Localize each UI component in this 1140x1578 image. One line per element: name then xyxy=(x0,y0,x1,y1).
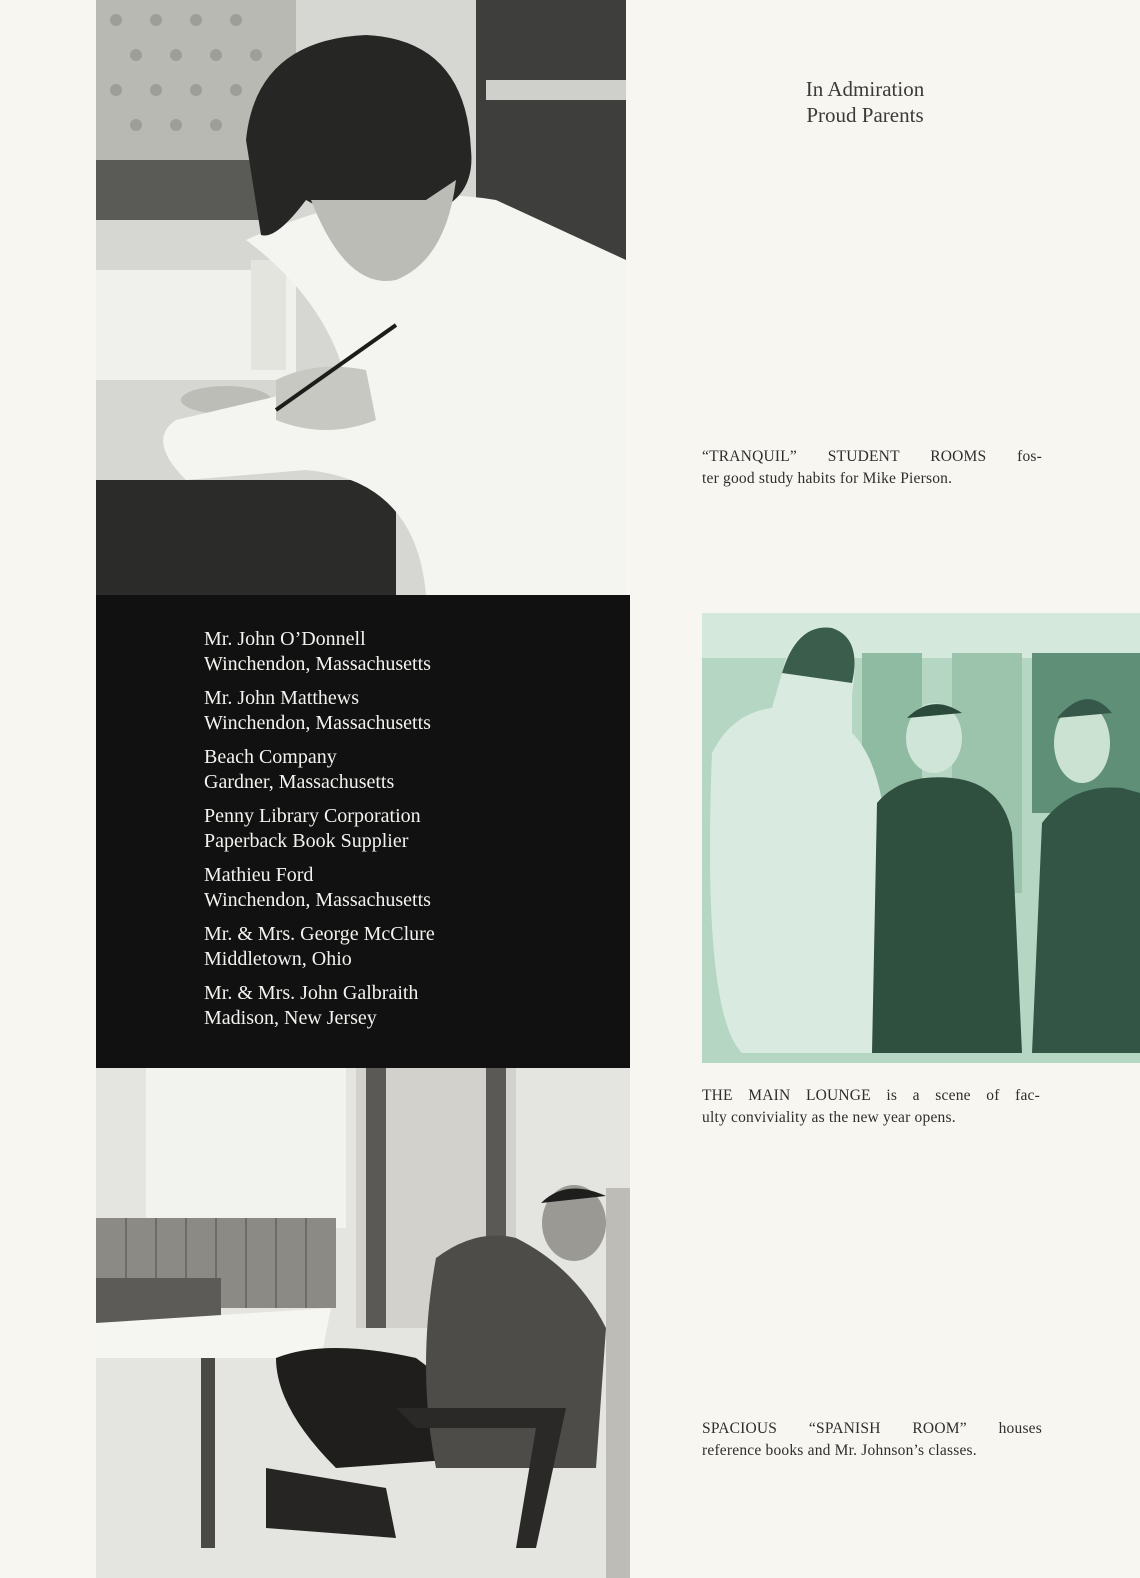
sponsor-detail: Madison, New Jersey xyxy=(204,1007,377,1029)
sponsor-detail: Winchendon, Massachusetts xyxy=(204,653,431,675)
sponsor-detail: Middletown, Ohio xyxy=(204,948,352,970)
caption-line: SPACIOUS “SPANISH ROOM” houses xyxy=(702,1420,1042,1437)
caption-line: ulty conviviality as the new year opens. xyxy=(702,1109,956,1126)
spanish-room-photo xyxy=(96,1068,630,1578)
sponsor-entry xyxy=(204,922,435,972)
sponsor-detail: Winchendon, Massachusetts xyxy=(204,889,431,911)
caption-line: “TRANQUIL” STUDENT ROOMS fos- xyxy=(702,448,1042,465)
sponsor-entry xyxy=(204,981,435,1031)
sponsor-detail: Winchendon, Massachusetts xyxy=(204,712,431,734)
main-lounge-caption xyxy=(702,1085,1040,1129)
caption-line: ter good study habits for Mike Pierson. xyxy=(702,470,953,487)
sponsor-detail: Gardner, Massachusetts xyxy=(204,771,395,793)
caption-line: reference books and Mr. Johnson’s classes. xyxy=(702,1442,977,1459)
sponsor-name: Penny Library Corporation xyxy=(204,805,421,827)
sponsor-name: Beach Company xyxy=(204,746,337,768)
spanish-room-caption xyxy=(702,1418,1042,1462)
sponsor-list xyxy=(204,627,435,1040)
sponsor-detail: Paperback Book Supplier xyxy=(204,830,409,852)
dedication-header xyxy=(790,76,940,128)
sponsor-name: Mathieu Ford xyxy=(204,864,314,886)
sponsor-entry xyxy=(204,804,435,854)
sponsor-name: Mr. John Matthews xyxy=(204,687,359,709)
caption-line: THE MAIN LOUNGE is a scene of fac- xyxy=(702,1087,1040,1104)
sponsor-entry xyxy=(204,863,435,913)
student-study-photo xyxy=(96,0,626,595)
main-lounge-photo xyxy=(702,613,1140,1063)
sponsor-entry xyxy=(204,745,435,795)
sponsor-name: Mr. & Mrs. John Galbraith xyxy=(204,982,419,1004)
student-room-caption xyxy=(702,446,1042,490)
dedication-line-1: In Admiration xyxy=(805,77,925,101)
sponsor-list-box xyxy=(96,595,630,1068)
sponsor-name: Mr. & Mrs. George McClure xyxy=(204,923,435,945)
sponsor-entry xyxy=(204,627,435,677)
dedication-line-2: Proud Parents xyxy=(806,103,924,127)
sponsor-name: Mr. John O’Donnell xyxy=(204,628,366,650)
sponsor-entry xyxy=(204,686,435,736)
